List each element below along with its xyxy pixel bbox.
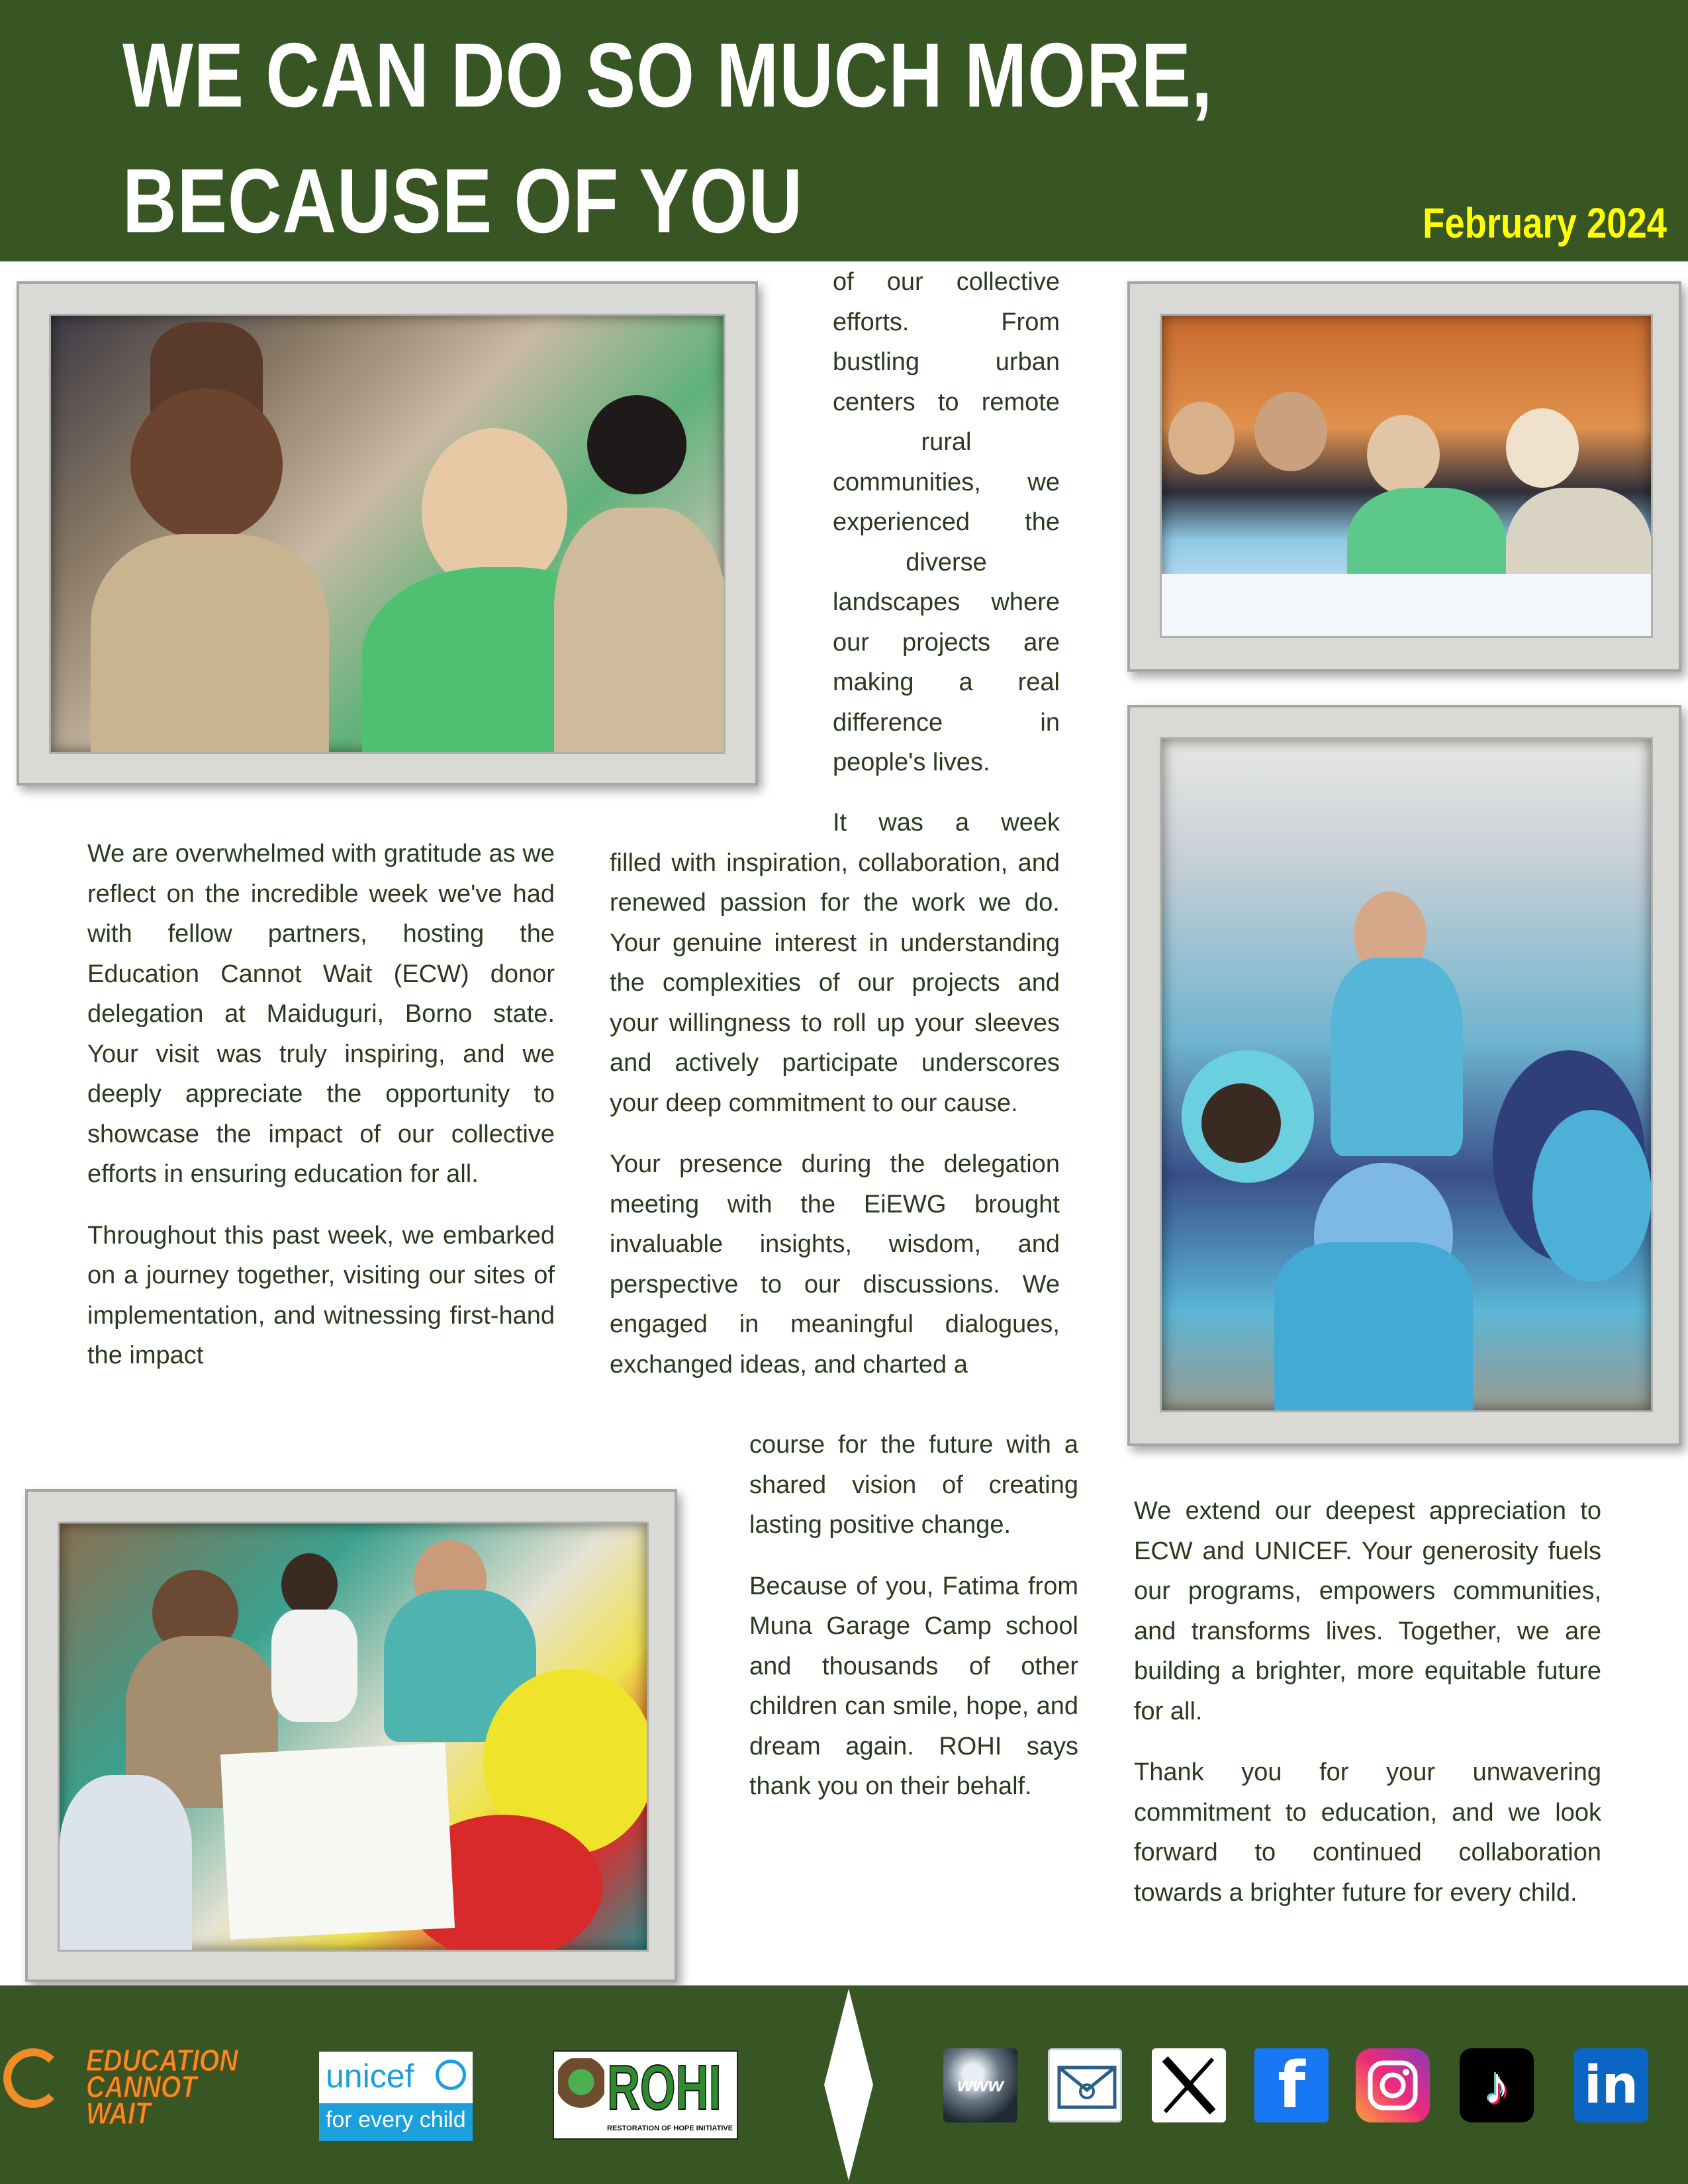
text-line: difference in — [833, 708, 1060, 737]
rohi-plant-icon — [558, 2058, 604, 2118]
paragraph-journey: Throughout this past week, we embarked on a journey together, visiting our sites of implementation, and witnessing first-hand the impact — [87, 1221, 555, 1369]
header-banner — [0, 0, 1688, 261]
photo-frame-meeting — [1127, 281, 1681, 672]
text-line: experienced the — [833, 508, 1060, 536]
text-line: rural — [921, 428, 972, 456]
diamond-divider-icon — [824, 1989, 873, 2181]
unicef-logo-tag: for every child — [326, 2107, 466, 2132]
text-line: making a real — [833, 668, 1060, 696]
unicef-logo-word: unicef — [326, 2058, 414, 2095]
ecw-logo — [0, 2042, 252, 2174]
photo-conversation — [49, 314, 726, 754]
photo-frame-celebration — [1127, 705, 1681, 1446]
www-icon[interactable]: www — [943, 2048, 1017, 2122]
col-mid-top — [833, 262, 1060, 783]
page-title-line2: BECAUSE OF YOU — [122, 150, 803, 252]
facebook-icon[interactable]: f — [1254, 2048, 1329, 2122]
text-line: of our collective — [833, 268, 1060, 296]
text-line: bustling urban — [833, 348, 1060, 376]
text-line: efforts. From — [833, 308, 1060, 336]
photo-frame-conversation — [17, 281, 758, 786]
paragraph-appreciation: We extend our deepest appreciation to ECW and UNICEF. Your generosity fuels our programs, empowers communities, and transforms lives. Together, we are building a brighter, more equitable future for all. — [1134, 1497, 1601, 1725]
x-icon[interactable] — [1152, 2048, 1226, 2122]
text-line: communities, we — [833, 468, 1060, 496]
issue-date: February 2024 — [1423, 199, 1667, 247]
photo-frame-classroom — [25, 1489, 677, 1982]
paragraph-delegation: Your presence during the delegation meeting with the EiEWG brought invaluable insights, wisdom, and perspective to our discussions. We engaged in meaningful dialogues, exchanged ideas, and charted a — [610, 1150, 1060, 1379]
text-line: landscapes where — [833, 588, 1060, 616]
text-line: our projects are — [833, 628, 1060, 657]
unicef-globe-icon — [436, 2060, 466, 2090]
photo-meeting — [1160, 314, 1653, 638]
col-mid-lower — [749, 1425, 1078, 1828]
tiktok-icon[interactable]: ♪ — [1460, 2048, 1534, 2122]
page-title-line1: WE CAN DO SO MUCH MORE, — [122, 24, 1213, 126]
col-mid — [610, 803, 1060, 1385]
rohi-logo-word: ROHI — [607, 2052, 722, 2123]
photo-celebration — [1160, 737, 1653, 1412]
ecw-ring-icon — [3, 2048, 63, 2108]
linkedin-icon[interactable]: in — [1574, 2048, 1648, 2122]
text-line: people's lives. — [833, 749, 990, 776]
paragraph-delegation-cont: course for the future with a shared vision of creating lasting positive change. — [749, 1431, 1078, 1539]
rohi-logo — [553, 2050, 738, 2140]
col-right — [1134, 1491, 1601, 1934]
text-line: diverse — [906, 548, 987, 576]
ecw-logo-text: EDUCATION CANNOT WAIT — [86, 2043, 238, 2130]
rohi-logo-tag: RESTORATION OF HOPE INITIATIVE — [607, 2124, 733, 2132]
email-icon[interactable] — [1048, 2048, 1122, 2122]
paragraph-week: filled with inspiration, collaboration, and renewed passion for the work we do. Your genuine interest in understanding the complexities of our projects and your willingness to roll up your sleeves and actively participate underscores your deep commitment to our cause. — [610, 848, 1060, 1117]
paragraph-week-first: It was a week — [833, 809, 1060, 837]
unicef-logo — [319, 2052, 473, 2141]
instagram-icon[interactable] — [1356, 2048, 1430, 2122]
paragraph-fatima: Because of you, Fatima from Muna Garage Camp school and thousands of other children can smile, hope, and dream again. ROHI says thank you on their behalf. — [749, 1572, 1078, 1800]
col-left — [87, 834, 555, 1397]
paragraph-gratitude: We are overwhelmed with gratitude as we reflect on the incredible week we've had with fellow partners, hosting the Education Cannot Wait (ECW) donor delegation at Maiduguri, Borno state. Your visit was truly inspiring, and we deeply appreciate the opportunity to showcase the impact of our collective efforts in ensuring education for all. — [87, 840, 555, 1188]
text-line: centers to remote — [833, 388, 1060, 416]
paragraph-thank-you: Thank you for your unwavering commitment to education, and we look forward to continued collaboration towards a brighter future for every child. — [1134, 1758, 1601, 1907]
photo-classroom — [58, 1522, 649, 1952]
